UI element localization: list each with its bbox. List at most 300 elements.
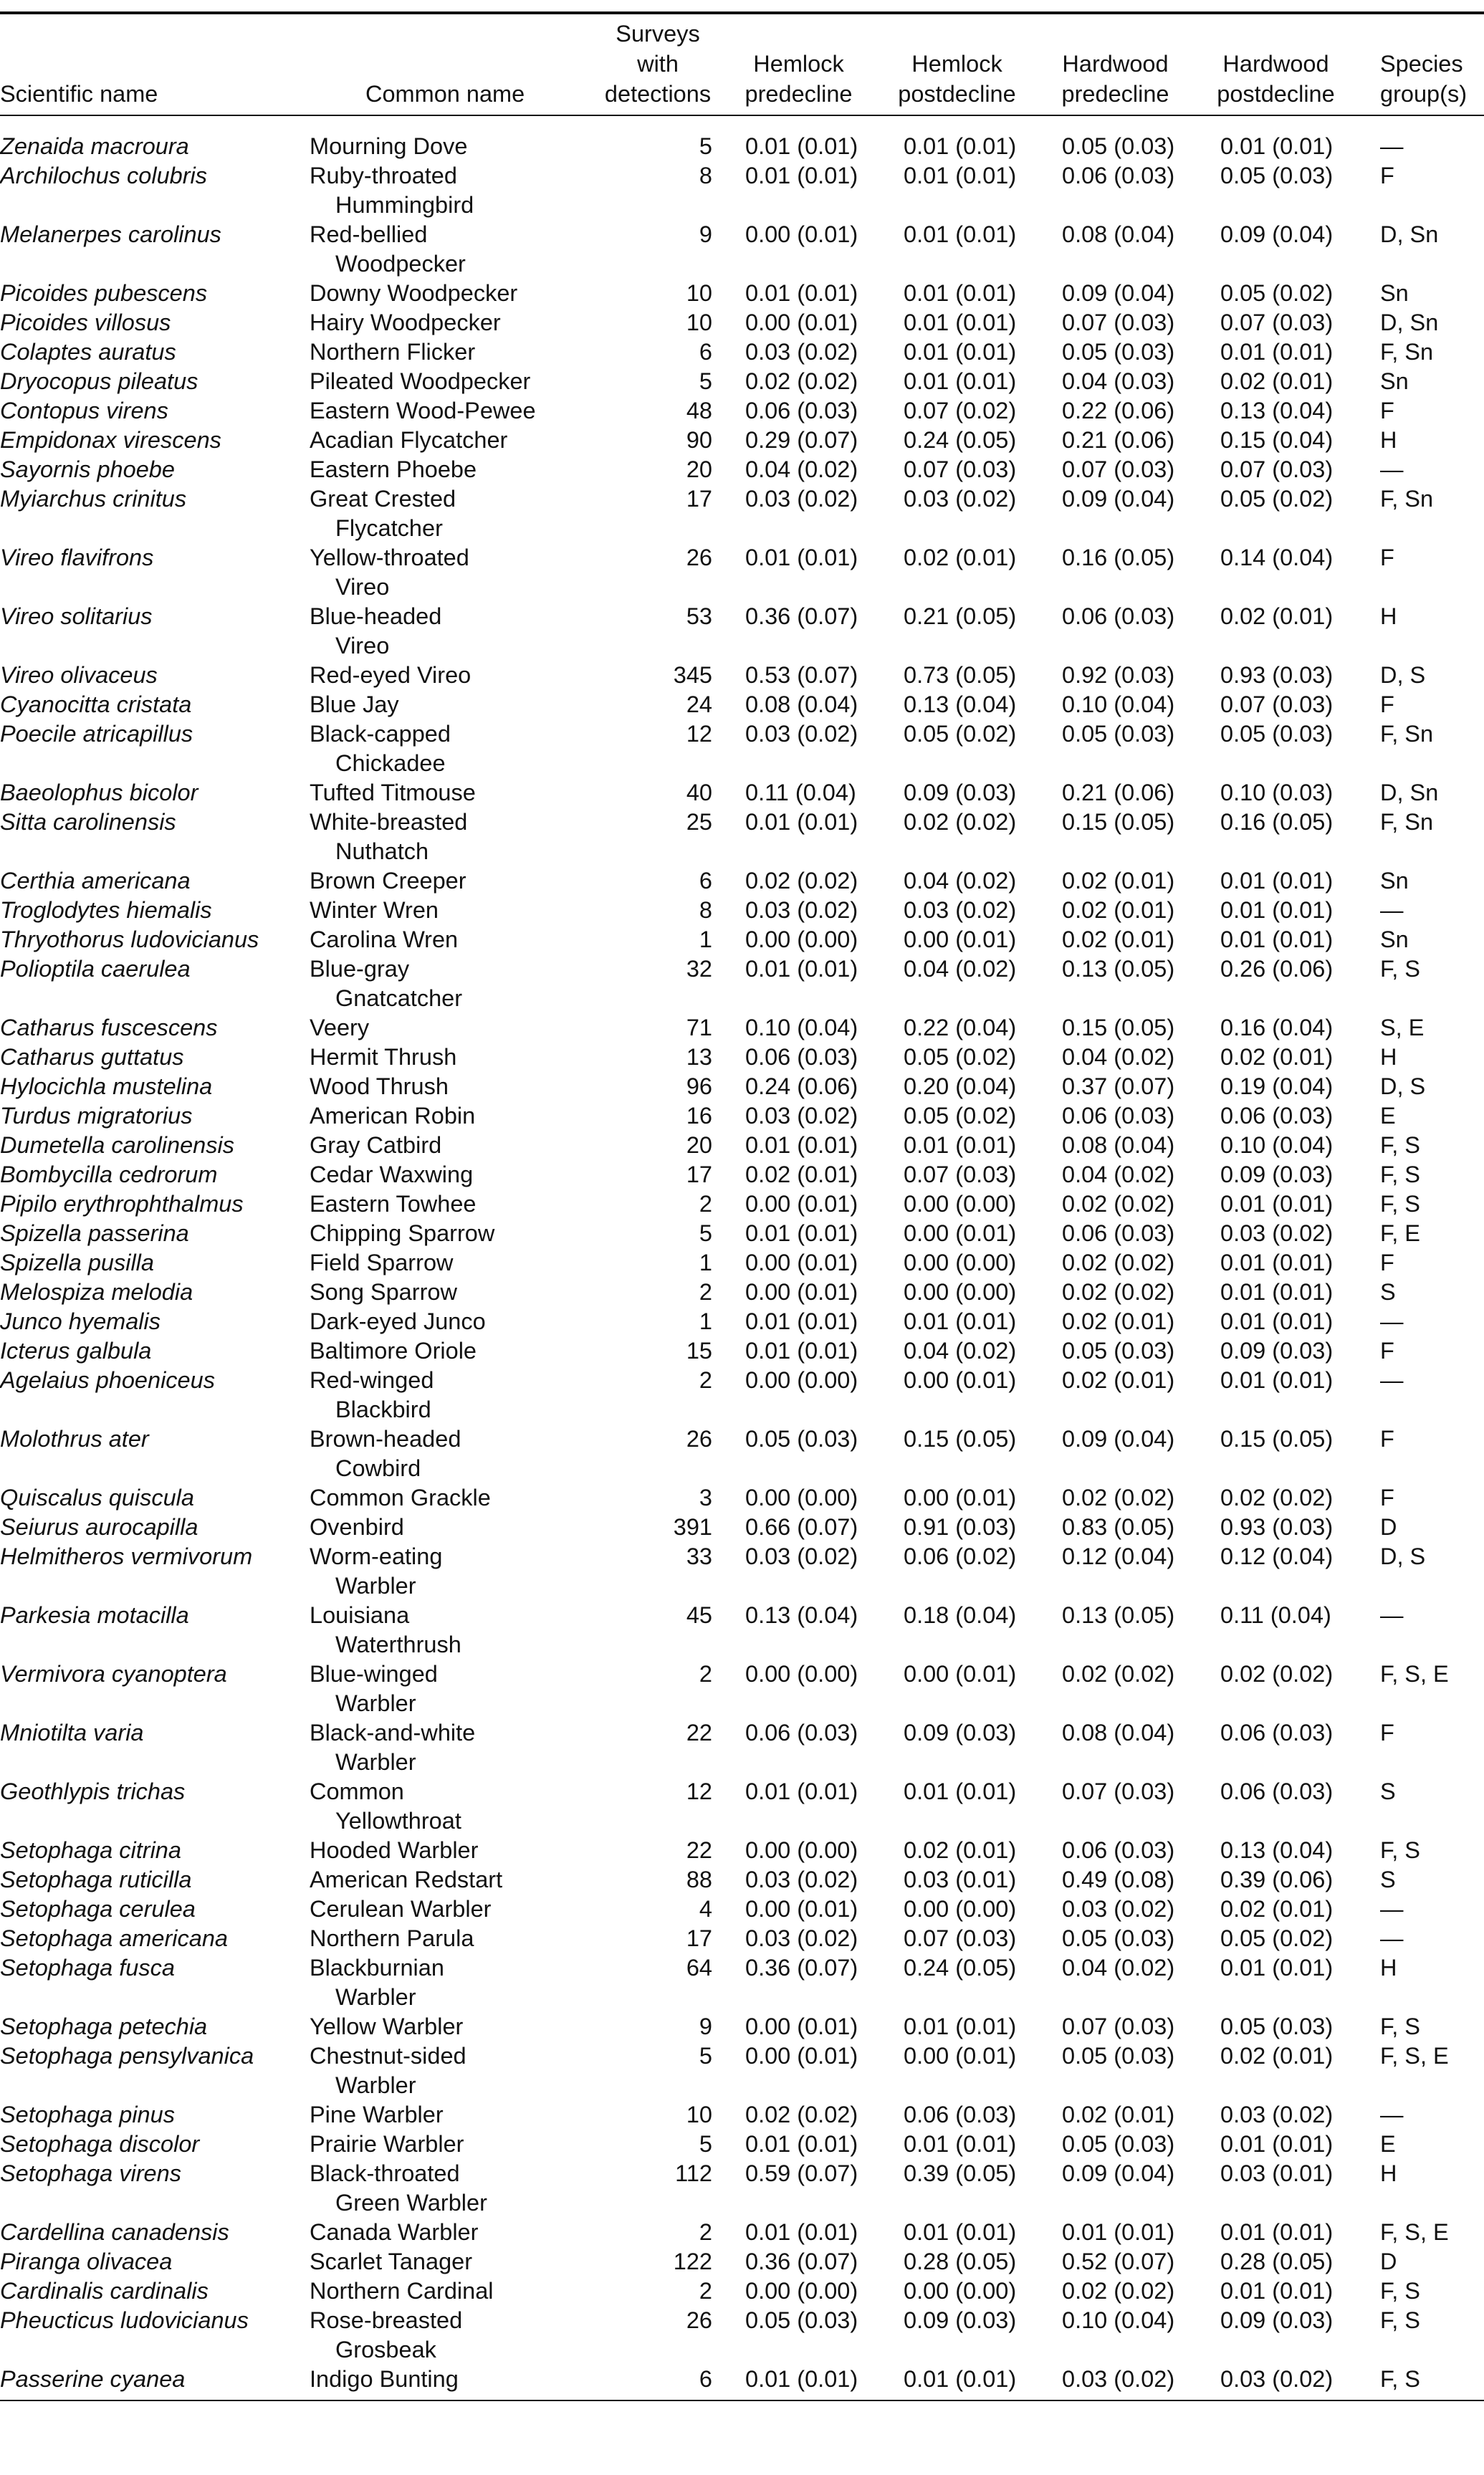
species-groups-cell: F, S [1380,1162,1420,1187]
table-row [0,2218,1484,2247]
common-name-line: Eastern Phoebe [310,456,477,482]
surveys-cell: 6 [699,339,712,365]
common-name-cell [310,690,596,719]
surveys-cell: 112 [675,2160,712,2186]
common-name-cell [310,1131,596,1160]
species-groups-cell: F, S [1380,1191,1420,1217]
common-name-line: Blue-gray [310,956,410,982]
surveys-cell: 2 [699,1367,712,1393]
species-groups-cell: F, S [1357,2365,1484,2400]
scientific-name-cell: Vireo solitarius [0,603,153,629]
hemlock-postdecline-cell: 0.07 (0.03) [904,456,1017,482]
scientific-name-cell: Agelaius phoeniceus [0,1367,215,1393]
surveys-cell: 17 [686,486,712,512]
common-name-line: Baltimore Oriole [310,1338,477,1364]
header-hardwood-pre-line1: Hardwood [1062,51,1169,77]
common-name-line: Veery [310,1015,370,1040]
surveys-cell: 17 [686,1925,712,1951]
hemlock-predecline-cell: 0.00 (0.00) [745,1837,858,1863]
scientific-name-cell: Setophaga pensylvanica [0,2043,254,2069]
hardwood-predecline-cell: 0.08 (0.04) [1062,1132,1175,1158]
common-name-line: Hooded Warbler [310,1837,479,1863]
surveys-cell: 17 [686,1162,712,1187]
surveys-cell: 1 [699,1250,712,1275]
hemlock-postdecline-cell: 0.18 (0.04) [904,1602,1017,1628]
table-row [0,1189,1484,1219]
hemlock-predecline-cell: 0.00 (0.01) [745,1896,858,1922]
scientific-name-cell: Parkesia motacilla [0,1602,189,1628]
common-name-line: Northern Flicker [310,339,476,365]
header-surveys-line2: with [637,51,679,77]
species-groups-cell: F, S [1380,956,1420,982]
scientific-name-cell: Picoides pubescens [0,280,208,306]
scientific-name-cell: Colaptes auratus [0,339,176,365]
surveys-cell: 48 [686,398,712,423]
common-name-cell [310,896,596,925]
hemlock-predecline-cell: 0.00 (0.01) [745,1250,858,1275]
table-row [0,308,1484,338]
hemlock-postdecline-cell: 0.01 (0.01) [904,339,1017,365]
scientific-name-cell: Helmitheros vermivorum [0,1543,253,1569]
scientific-name-cell: Seiurus aurocapilla [0,1514,198,1540]
species-groups-cell: F [1380,1250,1394,1275]
common-name-line: Carolina Wren [310,927,459,952]
common-name-cell [310,543,596,602]
hemlock-postdecline-cell: 0.00 (0.01) [904,1485,1017,1511]
scientific-name-cell: Pipilo erythrophthalmus [0,1191,244,1217]
hardwood-predecline-cell: 0.49 (0.08) [1062,1867,1175,1892]
surveys-cell: 345 [673,662,712,688]
hardwood-postdecline-cell: 0.03 (0.01) [1220,2160,1334,2186]
hardwood-predecline-cell: 0.06 (0.03) [1062,1220,1175,1246]
scientific-name-cell: Setophaga cerulea [0,1896,196,1922]
hardwood-postdecline-cell: 0.01 (0.01) [1220,1955,1334,1981]
table-row [0,1307,1484,1336]
table-row [0,925,1484,954]
scientific-name-cell: Junco hyemalis [0,1308,161,1334]
hemlock-postdecline-cell: 0.21 (0.05) [904,603,1017,629]
surveys-cell: 26 [686,545,712,570]
scientific-name-cell: Melospiza melodia [0,1279,193,1305]
scientific-name-cell: Sayornis phoebe [0,456,175,482]
table-row [0,2306,1484,2365]
surveys-cell: 6 [596,2365,719,2400]
species-groups-cell: H [1380,603,1397,629]
surveys-cell: 122 [673,2249,712,2274]
species-groups-cell: S, E [1380,1015,1425,1040]
common-name-line: Red-eyed Vireo [310,662,471,688]
hardwood-postdecline-cell: 0.02 (0.01) [1220,2043,1334,2069]
species-groups-cell: F, S, E [1380,2219,1449,2245]
species-groups-cell: S [1380,1779,1396,1804]
table-row [0,455,1484,484]
table-row [0,2041,1484,2100]
species-groups-cell: Sn [1380,280,1409,306]
species-groups-cell: F, E [1380,1220,1420,1246]
hemlock-predecline-cell: 0.00 (0.00) [745,2278,858,2304]
hemlock-postdecline-cell: 0.00 (0.00) [904,2278,1017,2304]
species-groups-cell: D [1380,2249,1397,2274]
hardwood-predecline-cell: 0.13 (0.05) [1062,1602,1175,1628]
table-header [0,12,1484,115]
common-name-line: Rose-breasted [310,2307,463,2333]
hemlock-predecline-cell: 0.59 (0.07) [745,2160,858,2186]
common-name-line: Gray Catbird [310,1132,442,1158]
hemlock-predecline-cell: 0.01 (0.01) [745,280,858,306]
hemlock-postdecline-cell: 0.07 (0.03) [904,1162,1017,1187]
hardwood-predecline-cell: 0.09 (0.04) [1062,2160,1175,2186]
surveys-cell: 20 [686,456,712,482]
hardwood-predecline-cell: 0.04 (0.02) [1062,1044,1175,1070]
hemlock-predecline-cell: 0.05 (0.03) [745,2307,858,2333]
hardwood-predecline-cell: 0.09 (0.04) [1062,1426,1175,1452]
surveys-cell: 5 [699,368,712,394]
hemlock-predecline-cell: 0.05 (0.03) [745,1426,858,1452]
hardwood-postdecline-cell: 0.16 (0.04) [1220,1015,1334,1040]
hemlock-postdecline-cell: 0.00 (0.00) [904,1279,1017,1305]
species-groups-cell: Sn [1380,868,1409,894]
hardwood-predecline-cell: 0.05 (0.03) [1062,1338,1175,1364]
scientific-name-cell: Setophaga petechia [0,2014,208,2039]
hardwood-predecline-cell: 0.10 (0.04) [1062,691,1175,717]
common-name-line: Song Sparrow [310,1279,457,1305]
species-groups-cell: — [1380,897,1404,923]
hemlock-predecline-cell: 0.01 (0.01) [745,1338,858,1364]
common-name-cell [310,279,596,308]
table-row [0,220,1484,279]
hemlock-predecline-cell: 0.13 (0.04) [745,1602,858,1628]
table-row [0,2247,1484,2277]
hemlock-postdecline-cell: 0.01 (0.01) [904,1779,1017,1804]
table-row [0,2130,1484,2159]
hardwood-predecline-cell: 0.83 (0.05) [1062,1514,1175,1540]
common-name-line: Hermit Thrush [310,1044,457,1070]
hardwood-postdecline-cell: 0.05 (0.02) [1220,1925,1334,1951]
common-name-cell [310,338,596,367]
hemlock-predecline-cell: 0.03 (0.02) [745,721,858,747]
common-name-cell [310,2041,596,2100]
hemlock-predecline-cell: 0.11 (0.04) [745,780,856,805]
common-name-line: Black-capped [310,721,451,747]
hemlock-predecline-cell: 0.36 (0.07) [745,603,858,629]
hemlock-predecline-cell: 0.01 (0.01) [745,2131,858,2157]
hardwood-postdecline-cell: 0.01 (0.01) [1220,868,1334,894]
table-row [0,161,1484,220]
surveys-cell: 2 [699,1191,712,1217]
hemlock-predecline-cell: 0.01 (0.01) [745,1308,858,1334]
scientific-name-cell: Quiscalus quiscula [0,1485,194,1511]
table-row [0,2159,1484,2218]
common-name-continuation: Green Warbler [335,2190,487,2216]
hardwood-predecline-cell: 0.52 (0.07) [1062,2249,1175,2274]
common-name-line: Dark-eyed Junco [310,1308,486,1334]
scientific-name-cell: Setophaga virens [0,2160,181,2186]
header-common-name: Common name [310,14,596,115]
hardwood-postdecline-cell: 0.09 (0.03) [1220,2307,1334,2333]
hardwood-postdecline-cell: 0.14 (0.04) [1220,545,1334,570]
hemlock-postdecline-cell: 0.24 (0.05) [904,1955,1017,1981]
common-name-line: Blue-winged [310,1661,438,1687]
hardwood-postdecline-cell: 0.02 (0.02) [1220,1485,1334,1511]
hemlock-postdecline-cell: 0.00 (0.00) [904,1896,1017,1922]
surveys-cell: 9 [699,221,712,247]
hardwood-predecline-cell: 0.07 (0.03) [1062,2014,1175,2039]
hemlock-predecline-cell: 0.06 (0.03) [745,398,858,423]
hardwood-predecline-cell: 0.02 (0.02) [1062,1661,1175,1687]
hardwood-predecline-cell: 0.15 (0.05) [1062,809,1175,835]
surveys-cell: 1 [699,927,712,952]
scientific-name-cell: Dryocopus pileatus [0,368,198,394]
common-name-continuation: Flycatcher [335,515,443,541]
common-name-continuation: Warbler [335,1690,416,1716]
scientific-name-cell: Dumetella carolinensis [0,1132,234,1158]
common-name-continuation: Vireo [335,633,390,659]
species-groups-cell: D, Sn [1380,310,1439,335]
common-name-cell [310,426,596,455]
scientific-name-cell: Bombycilla cedrorum [0,1162,218,1187]
surveys-cell: 5 [699,2043,712,2069]
species-groups-cell: H [1380,2160,1397,2186]
hemlock-postdecline-cell: 0.07 (0.03) [904,1925,1017,1951]
hardwood-postdecline-cell: 0.10 (0.03) [1220,780,1334,805]
hemlock-predecline-cell: 0.00 (0.01) [745,2014,858,2039]
common-name-line: Louisiana [310,1602,410,1628]
hardwood-predecline-cell: 0.01 (0.01) [1062,2219,1175,2245]
header-surveys [596,14,719,115]
hardwood-predecline-cell: 0.02 (0.02) [1062,1279,1175,1305]
hemlock-postdecline-cell: 0.01 (0.01) [904,310,1017,335]
scientific-name-cell: Pheucticus ludovicianus [0,2307,249,2333]
common-name-cell [310,1278,596,1307]
hemlock-postdecline-cell: 0.02 (0.02) [904,809,1017,835]
hemlock-predecline-cell: 0.36 (0.07) [745,2249,858,2274]
header-hemlock-predecline [719,14,878,115]
table-row [0,1425,1484,1483]
scientific-name-cell: Catharus fuscescens [0,1015,218,1040]
common-name-cell [310,1865,596,1895]
hemlock-postdecline-cell: 0.03 (0.01) [904,1867,1017,1892]
common-name-cell [310,396,596,426]
hardwood-postdecline-cell: 0.05 (0.03) [1220,721,1334,747]
hardwood-predecline-cell: 0.15 (0.05) [1062,1015,1175,1040]
hemlock-predecline-cell: 0.29 (0.07) [745,427,858,453]
table-row [0,1160,1484,1189]
hemlock-postdecline-cell: 0.00 (0.00) [904,1191,1017,1217]
common-name-cell [310,484,596,543]
scientific-name-cell: Setophaga pinus [0,2102,175,2127]
common-name-cell [310,115,596,161]
species-occupancy-table [0,11,1484,2401]
hardwood-predecline-cell: 0.02 (0.02) [1062,1485,1175,1511]
header-groups-line1: Species [1380,51,1463,77]
table-row [0,367,1484,396]
scientific-name-cell: Setophaga discolor [0,2131,200,2157]
hemlock-predecline-cell: 0.08 (0.04) [745,691,858,717]
scientific-name-cell: Certhia americana [0,868,191,894]
table-row [0,338,1484,367]
hemlock-predecline-cell: 0.01 (0.01) [745,2219,858,2245]
table-row [0,954,1484,1013]
species-groups-cell: F [1380,545,1394,570]
surveys-cell: 20 [686,1132,712,1158]
hemlock-postdecline-cell: 0.91 (0.03) [904,1514,1017,1540]
header-hemlock-pre-line2: predecline [745,81,853,107]
hemlock-predecline-cell: 0.00 (0.01) [745,221,858,247]
scientific-name-cell: Molothrus ater [0,1426,149,1452]
surveys-cell: 2 [699,1661,712,1687]
common-name-continuation: Cowbird [335,1455,421,1481]
common-name-cell [310,1043,596,1072]
species-groups-cell: F, S [1380,2014,1420,2039]
hardwood-predecline-cell: 0.09 (0.04) [1062,280,1175,306]
hardwood-postdecline-cell: 0.01 (0.01) [1220,133,1334,159]
hemlock-postdecline-cell: 0.39 (0.05) [904,2160,1017,2186]
hemlock-predecline-cell: 0.01 (0.01) [745,956,858,982]
hemlock-predecline-cell: 0.00 (0.01) [745,310,858,335]
common-name-line: American Robin [310,1103,476,1129]
scientific-name-cell: Setophaga citrina [0,1837,181,1863]
hemlock-predecline-cell: 0.03 (0.02) [745,897,858,923]
hardwood-predecline-cell: 0.06 (0.03) [1062,603,1175,629]
surveys-cell: 71 [686,1015,712,1040]
hardwood-predecline-cell: 0.05 (0.03) [1062,2131,1175,2157]
table-row [0,1924,1484,1953]
table-row [0,1013,1484,1043]
common-name-continuation: Chickadee [335,750,446,776]
hardwood-predecline-cell: 0.03 (0.02) [1036,2365,1195,2400]
surveys-cell: 391 [673,1514,712,1540]
header-hemlock-post-line2: postdecline [898,81,1016,107]
surveys-cell: 53 [686,603,712,629]
hemlock-predecline-cell: 0.01 (0.01) [745,163,858,188]
common-name-line: Ruby-throated [310,163,457,188]
hardwood-predecline-cell: 0.02 (0.02) [1062,2278,1175,2304]
surveys-cell: 12 [686,1779,712,1804]
scientific-name-cell: Thryothorus ludovicianus [0,927,259,952]
hemlock-predecline-cell: 0.01 (0.01) [745,1779,858,1804]
table-row [0,1278,1484,1307]
surveys-cell: 16 [686,1103,712,1129]
common-name-continuation: Vireo [335,574,390,600]
hardwood-postdecline-cell: 0.01 (0.01) [1220,2278,1334,2304]
hardwood-postdecline-cell: 0.01 (0.01) [1220,897,1334,923]
hemlock-predecline-cell: 0.02 (0.02) [745,368,858,394]
table-row [0,1601,1484,1660]
hardwood-predecline-cell: 0.06 (0.03) [1062,1103,1175,1129]
scientific-name-cell: Vermivora cyanoptera [0,1661,227,1687]
hardwood-postdecline-cell: 0.26 (0.06) [1220,956,1334,982]
hemlock-postdecline-cell: 0.03 (0.02) [904,486,1017,512]
hardwood-postdecline-cell: 0.07 (0.03) [1220,456,1334,482]
surveys-cell: 22 [686,1837,712,1863]
surveys-cell: 4 [699,1896,712,1922]
table-row [0,396,1484,426]
species-groups-cell: Sn [1380,927,1409,952]
hemlock-predecline-cell: 0.01 (0.01) [719,2365,878,2400]
hardwood-postdecline-cell: 0.02 (0.01) [1220,368,1334,394]
hardwood-postdecline-cell: 0.06 (0.03) [1220,1779,1334,1804]
hemlock-postdecline-cell: 0.07 (0.02) [904,398,1017,423]
hemlock-postdecline-cell: 0.09 (0.03) [904,780,1017,805]
table-row [0,426,1484,455]
table-row [0,543,1484,602]
hemlock-predecline-cell: 0.00 (0.01) [745,1279,858,1305]
hemlock-predecline-cell: 0.53 (0.07) [745,662,858,688]
surveys-cell: 88 [686,1867,712,1892]
scientific-name-cell: Polioptila caerulea [0,956,191,982]
common-name-continuation: Yellowthroat [335,1808,461,1834]
hardwood-postdecline-cell: 0.09 (0.03) [1220,1338,1334,1364]
table-row [0,1542,1484,1601]
common-name-cell [310,161,596,220]
scientific-name-cell: Vireo flavifrons [0,545,154,570]
surveys-cell: 12 [686,721,712,747]
hardwood-predecline-cell: 0.05 (0.03) [1062,2043,1175,2069]
hardwood-predecline-cell: 0.08 (0.04) [1062,1720,1175,1746]
species-groups-cell: F [1380,1426,1394,1452]
common-name-cell [310,2012,596,2041]
table-row [0,1483,1484,1513]
hemlock-predecline-cell: 0.02 (0.01) [745,1162,858,1187]
table-row [0,1513,1484,1542]
header-groups-line2: group(s) [1380,81,1468,107]
table-row [0,1660,1484,1718]
table-row [0,2277,1484,2306]
common-name-line: Pileated Woodpecker [310,368,531,394]
hemlock-postdecline-cell: 0.01 (0.01) [904,221,1017,247]
species-groups-cell: E [1380,1103,1396,1129]
hardwood-predecline-cell: 0.02 (0.02) [1062,1250,1175,1275]
common-name-cell [310,1072,596,1101]
surveys-cell: 5 [699,133,712,159]
hardwood-postdecline-cell: 0.93 (0.03) [1220,1514,1334,1540]
hemlock-postdecline-cell: 0.00 (0.01) [904,2043,1017,2069]
common-name-line: Field Sparrow [310,1250,454,1275]
hardwood-predecline-cell: 0.13 (0.05) [1062,956,1175,982]
hemlock-postdecline-cell: 0.09 (0.03) [904,2307,1017,2333]
hardwood-postdecline-cell: 0.05 (0.03) [1220,2014,1334,2039]
common-name-line: Canada Warbler [310,2219,479,2245]
scientific-name-cell: Cardellina canadensis [0,2219,229,2245]
common-name-line: Wood Thrush [310,1073,449,1099]
table-row [0,2012,1484,2041]
hardwood-predecline-cell: 0.02 (0.01) [1062,868,1175,894]
common-name-line: Blue-headed [310,603,442,629]
common-name-line: White-breasted [310,809,468,835]
hardwood-predecline-cell: 0.02 (0.02) [1062,1191,1175,1217]
scientific-name-cell: Geothlypis trichas [0,1779,186,1804]
common-name-cell [310,808,596,866]
table-row [0,1865,1484,1895]
common-name-cell [310,1101,596,1131]
common-name-continuation: Warbler [335,2072,416,2098]
species-groups-cell: F, S, E [1380,2043,1449,2069]
hemlock-postdecline-cell: 0.01 (0.01) [904,2014,1017,2039]
common-name-cell [310,2247,596,2277]
common-name-cell [310,1160,596,1189]
common-name-cell [310,866,596,896]
hardwood-postdecline-cell: 0.05 (0.02) [1220,280,1334,306]
common-name-line: Cerulean Warbler [310,1896,492,1922]
hemlock-predecline-cell: 0.01 (0.01) [745,1220,858,1246]
common-name-line: Common [310,1779,404,1804]
common-name-cell [310,1924,596,1953]
common-name-line: Red-bellied [310,221,428,247]
common-name-cell [310,2100,596,2130]
hardwood-postdecline-cell: 0.05 (0.03) [1220,163,1334,188]
common-name-continuation: Waterthrush [335,1632,461,1657]
hemlock-predecline-cell: 0.03 (0.02) [745,1925,858,1951]
